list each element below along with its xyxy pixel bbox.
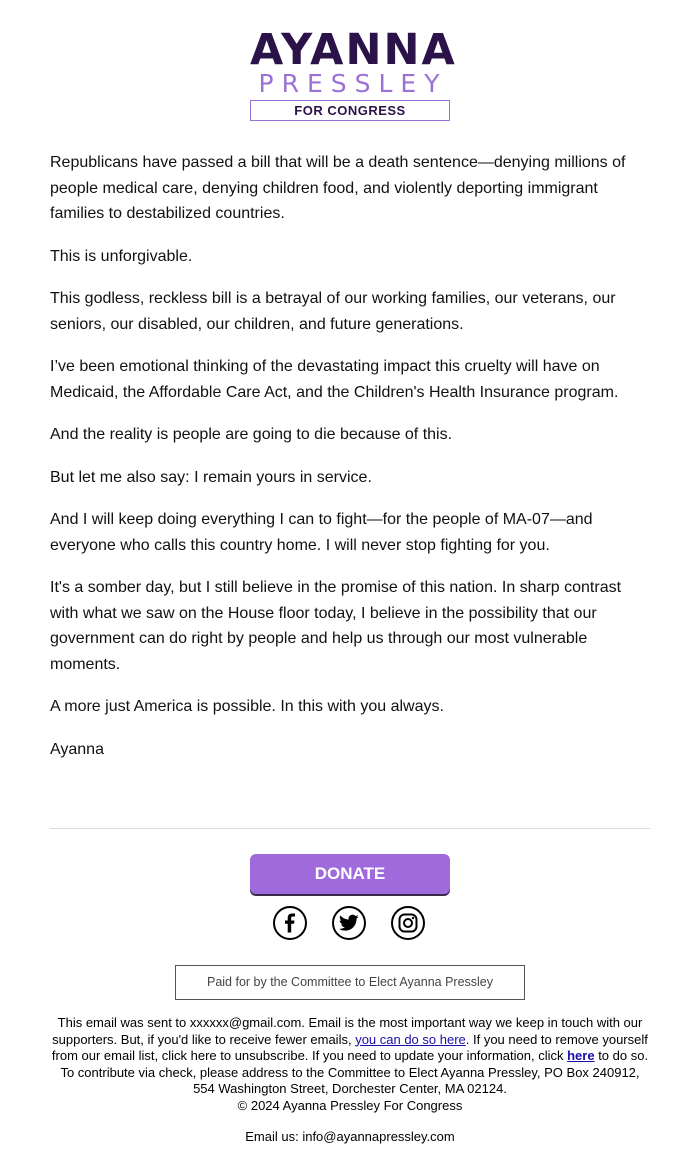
paragraph: A more just America is possible. In this with you always.	[50, 698, 444, 715]
email-body	[50, 150, 650, 779]
paragraph: It's a somber day, but I still believe in the promise of this nation. In sharp contrast with what we saw on the House floor today, I believe in the possibility that our government can do right by people and help us through our most vulnerable moments.	[50, 579, 622, 673]
paid-for-disclaimer: Paid for by the Committee to Elect Ayanna Pressley	[175, 965, 525, 1000]
copyright: © 2024 Ayanna Pressley For Congress	[237, 1097, 463, 1113]
footer-part: . If you need to remove yourself from our email list, click here to unsubscribe. If you need to update your information, click	[51, 1031, 648, 1064]
paragraph: But let me also say: I remain yours in service.	[50, 468, 372, 486]
paragraph: This godless, reckless bill is a betrayal of our working families, our veterans, our seniors, our disabled, our children, and future generations.	[50, 290, 616, 333]
instagram-icon[interactable]	[391, 906, 425, 940]
divider	[50, 828, 650, 829]
footer-part: This email was sent to xxxxxx@gmail.com. Email is the most important way we keep in touch with our supporters. But, if you'd like to receive fewer emails,	[52, 1015, 643, 1047]
paragraph: Republicans have passed a bill that will be a death sentence—denying millions of people medical care, denying children food, and violently deporting immigrant families to destabilized countries.	[50, 154, 626, 222]
email-us: Email us: info@ayannapressley.com	[245, 1129, 455, 1144]
facebook-icon[interactable]	[273, 906, 307, 940]
paragraph: I’ve been emotional thinking of the devastating impact this cruelty will have on Medicaid, the Affordable Care Act, and the Children's Health Insurance program.	[50, 358, 619, 401]
footer-text	[50, 1015, 650, 1115]
logo-name: AYANNA	[250, 25, 457, 75]
fewer-emails-link[interactable]: you can do so here	[355, 1031, 466, 1047]
paragraph: And the reality is people are going to die because of this.	[50, 426, 453, 443]
campaign-logo	[250, 25, 457, 121]
update-info-link[interactable]: here	[567, 1048, 595, 1064]
paragraph: And I will keep doing everything I can to fight—for the people of MA-07—and everyone who calls this country home. I will never stop fighting for you.	[50, 511, 593, 554]
paragraph: This is unforgivable.	[50, 247, 193, 265]
footer-part: to do so. To contribute via check, please address to the Committee to Elect Ayanna Pressley, PO Box 240912, 554 Washington Street, Dorchester Center, MA 02124.	[60, 1048, 649, 1097]
twitter-icon[interactable]	[332, 906, 366, 940]
logo-tagline: FOR CONGRESS	[250, 100, 450, 121]
donate-button[interactable]: DONATE	[250, 854, 450, 894]
signature: Ayanna	[50, 740, 104, 758]
logo-surname: PRESSLEY	[258, 69, 448, 98]
